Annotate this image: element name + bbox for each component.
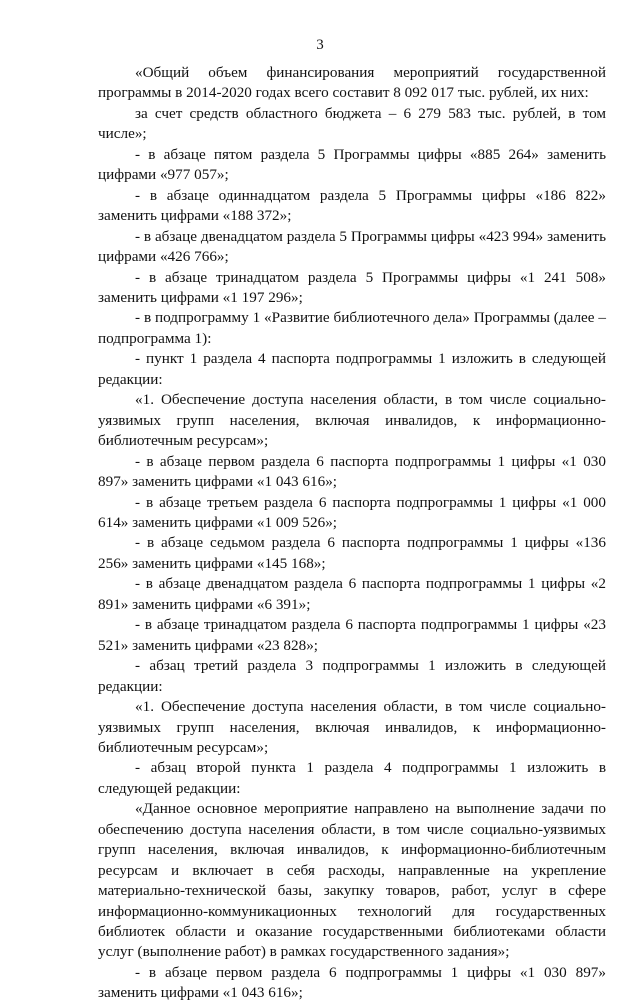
- paragraph-amendment: - пункт 1 раздела 4 паспорта подпрограммы 1 изложить в следующей редакции:: [98, 350, 606, 388]
- paragraph-funding-total: «Общий объем финансирования мероприятий государственной программы в 2014-2020 годах всего составит 8 092 017 тыс. рублей, их них:: [98, 64, 606, 102]
- paragraph-quoted-text: «1. Обеспечение доступа населения области, в том числе социально-уязвимых групп населения, включая инвалидов, к информационно-библиотечным ресурсам»;: [98, 698, 606, 756]
- paragraph-regional-budget: за счет средств областного бюджета – 6 279 583 тыс. рублей, в том числе»;: [98, 104, 606, 143]
- paragraph-amendment: - в абзаце тринадцатом раздела 5 Программы цифры «1 241 508» заменить цифрами «1 197 296»;: [98, 268, 606, 306]
- paragraph-amendment: - в абзаце первом раздела 6 паспорта подпрограммы 1 цифры «1 030 897» заменить цифрами «1 043 616»;: [98, 452, 606, 491]
- paragraph-amendment: - абзац третий раздела 3 подпрограммы 1 изложить в следующей редакции:: [98, 657, 606, 695]
- paragraph-amendment: - в абзаце третьем раздела 6 паспорта подпрограммы 1 цифры «1 000 614» заменить цифрами «1 009 526»;: [98, 493, 606, 531]
- paragraph-amendment: - в абзаце двенадцатом раздела 5 Программы цифры «423 994» заменить цифрами «426 766»;: [98, 227, 606, 266]
- paragraph-amendment: - абзац второй пункта 1 раздела 4 подпрограммы 1 изложить в следующей редакции:: [98, 759, 606, 797]
- document-body: [98, 63, 606, 1004]
- paragraph-amendment: - в абзаце пятом раздела 5 Программы цифры «885 264» заменить цифрами «977 057»;: [98, 145, 606, 184]
- paragraph-subprogram-intro: - в подпрограмму 1 «Развитие библиотечного дела» Программы (далее – подпрограмма 1):: [98, 309, 606, 347]
- paragraph-amendment: - в абзаце двенадцатом раздела 6 паспорта подпрограммы 1 цифры «2 891» заменить цифрами «6 391»;: [98, 575, 606, 613]
- page-number: 3: [316, 37, 324, 53]
- paragraph-quoted-text: «Данное основное мероприятие направлено на выполнение задачи по обеспечению доступа населения области, в том числе социально-уязвимых групп населения, включая инвалидов, к информационно-библиотечным ресурсам и включает в себя расходы, направленные на укрепление материально-технической базы, закупку товаров, работ, услуг в сфере информационно-коммуникационных технологий для государственных библиотек области и оказание государственными библиотеками области услуг (выполнение работ) в рамках государственного задания»;: [98, 800, 606, 961]
- paragraph-amendment: - в абзаце седьмом раздела 6 паспорта подпрограммы 1 цифры «136 256» заменить цифрами «145 168»;: [98, 534, 606, 572]
- paragraph-amendment: - в абзаце тринадцатом раздела 6 паспорта подпрограммы 1 цифры «23 521» заменить цифрами «23 828»;: [98, 616, 606, 654]
- paragraph-quoted-text: «1. Обеспечение доступа населения области, в том числе социально-уязвимых групп населения, включая инвалидов, к информационно-библиотечным ресурсам»;: [98, 391, 606, 450]
- paragraph-amendment: - в абзаце первом раздела 6 подпрограммы 1 цифры «1 030 897» заменить цифрами «1 043 616»;: [98, 963, 606, 1002]
- paragraph-amendment: - в абзаце одиннадцатом раздела 5 Программы цифры «186 822» заменить цифрами «188 372»;: [98, 186, 606, 225]
